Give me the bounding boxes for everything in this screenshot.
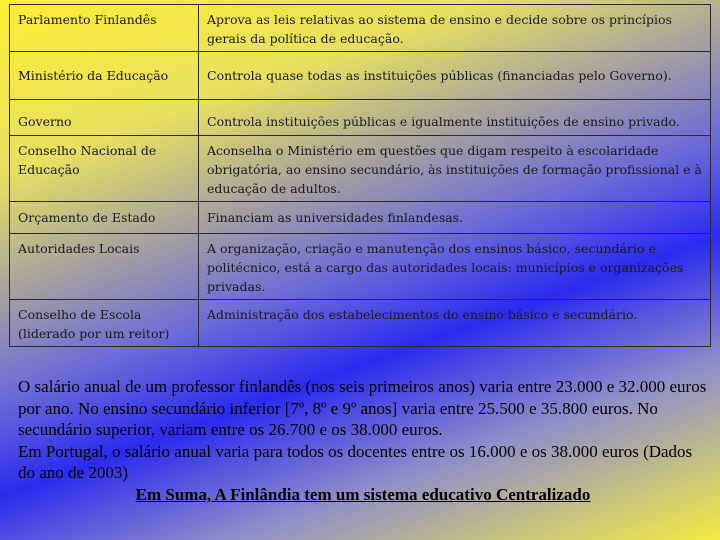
entity-cell: Orçamento de Estado [10,202,199,234]
entity-cell: Conselho Nacional de Educação [10,136,199,202]
table-row [10,202,711,234]
entity-cell: Autoridades Locais [10,234,199,300]
table-row [10,300,711,347]
role-cell: Aprova as leis relativas ao sistema de ensino e decide sobre os princípios gerais da política de educação. [199,5,711,52]
role-cell: Controla quase todas as instituições públicas (financiadas pelo Governo). [199,52,711,100]
salary-summary [18,376,708,506]
entity-cell: Parlamento Finlandês [10,5,199,52]
role-cell: Controla instituições públicas e igualmente instituições de ensino privado. [199,100,711,136]
role-cell: Aconselha o Ministério em questões que digam respeito à escolaridade obrigatória, ao ensino secundário, às instituições de formação profissional e à educação de adultos. [199,136,711,202]
table-row [10,100,711,136]
entity-cell: Ministério da Educação [10,52,199,100]
finland-salary-text: O salário anual de um professor finlandês (nos seis primeiros anos) varia entre 23.000 e 32.000 euros por ano. No ensino secundário inferior [7º, 8º e 9º anos] varia entre 25.500 e 35.800 euros. No secundário superior, variam entre os 26.700 e os 38.000 euros. [18,377,707,440]
entity-cell: Conselho de Escola (liderado por um reitor) [10,300,199,347]
education-authorities-table [9,4,711,347]
role-cell: Administração dos estabelecimentos do ensino básico e secundário. [199,300,711,347]
table-row [10,5,711,52]
role-cell: A organização, criação e manutenção dos ensinos básico, secundário e politécnico, está a cargo das autoridades locais: municípios e organizações privadas. [199,234,711,300]
table-row [10,234,711,300]
portugal-salary-text: Em Portugal, o salário anual varia para todos os docentes entre os 16.000 e os 38.000 euros (Dados do ano de 2003) [18,441,693,483]
table-row [10,136,711,202]
entity-cell: Governo [10,100,199,136]
table-row [10,52,711,100]
conclusion-text: Em Suma, A Finlândia tem um sistema educativo Centralizado [135,484,591,504]
role-cell: Financiam as universidades finlandesas. [199,202,711,234]
